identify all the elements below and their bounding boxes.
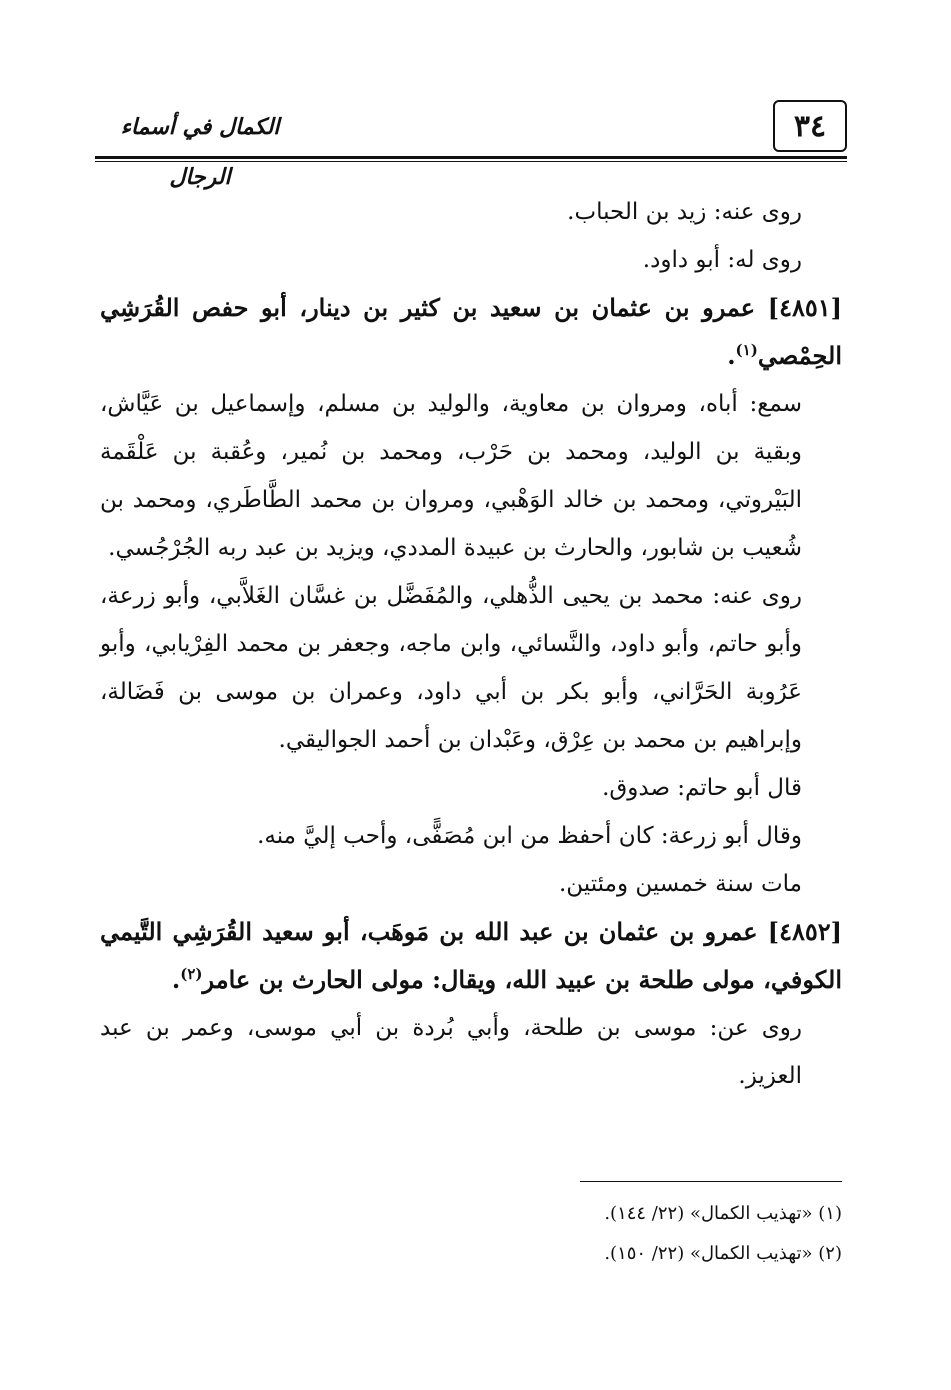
footnote: (٢) «تهذيب الكمال» (٢٢/ ١٥٠). [604, 1243, 842, 1264]
footnote-ref: (٢) [180, 965, 203, 983]
page-number: ٣٤ [773, 100, 847, 152]
text-line: روى عنه: زيد بن الحباب. [567, 199, 802, 225]
entry-title: عمرو بن عثمان بن سعيد بن كثير بن دينار، أبو حفص القُرَشِي الحِمْصي [100, 293, 842, 370]
book-title-calligraphy: الكمال في أسماء الرجال [120, 114, 280, 190]
paragraph-heard-from: سمع: أباه، ومروان بن معاوية، والوليد بن مسلم، وإسماعيل بن عَيَّاش، وبقية بن الوليد، ومحمد بن حَرْب، ومحمد بن نُمير، وعُقبة بن عَلْقَمة البَيْروتي، ومحمد بن خالد الوَهْبي، ومروان بن محمد الطَّاطَري، ومحمد بن شُعيب بن شابور، والحارث بن عبيدة المددي، ويزيد بن عبد ربه الجُرْجُسي. [100, 391, 802, 561]
entry-heading [100, 908, 842, 1004]
main-text [100, 188, 842, 1100]
page-header [95, 100, 847, 190]
entry-end: . [727, 341, 736, 370]
text-line: روى عن: موسى بن طلحة، وأبي بُردة بن أبي موسى، وعمر بن عبد العزيز. [100, 1015, 802, 1089]
text-line: قال أبو حاتم: صدوق. [602, 775, 802, 801]
footnote-ref: (١) [735, 341, 758, 359]
footnote: (١) «تهذيب الكمال» (٢٢/ ١٤٤). [604, 1203, 842, 1224]
text-line: وقال أبو زرعة: كان أحفظ من ابن مُصَفًّى، وأحب إليَّ منه. [257, 823, 802, 849]
header-rule [95, 156, 847, 159]
footnotes [100, 1194, 842, 1274]
header-rule-thin [95, 161, 847, 162]
footnote-separator [580, 1181, 842, 1182]
entry-title: عمرو بن عثمان بن عبد الله بن مَوهَب، أبو سعيد القُرَشِي التَّيمي الكوفي، مولى طلحة بن عبيد الله، ويقال: مولى الحارث بن عامر [100, 917, 842, 994]
entry-number: [٤٨٥١] [767, 293, 843, 322]
entry-number: [٤٨٥٢] [767, 917, 842, 946]
text-line: مات سنة خمسين ومئتين. [558, 871, 802, 897]
entry-heading [100, 284, 842, 380]
paragraph-narrators: روى عنه: محمد بن يحيى الذُّهلي، والمُفَضَّل بن غسَّان الغَلاَّبي، وأبو زرعة، وأبو حاتم، وأبو داود، والنَّسائي، وابن ماجه، وجعفر بن محمد الفِرْيابي، وأبو عَرُوبة الحَرَّاني، وأبو بكر بن أبي داود، وعمران بن موسى بن فَضَالة، وإبراهيم بن محمد بن عِرْق، وعَبْدان بن أحمد الجواليقي. [100, 583, 802, 753]
text-line: روى له: أبو داود. [642, 247, 802, 273]
entry-end: . [171, 965, 181, 994]
